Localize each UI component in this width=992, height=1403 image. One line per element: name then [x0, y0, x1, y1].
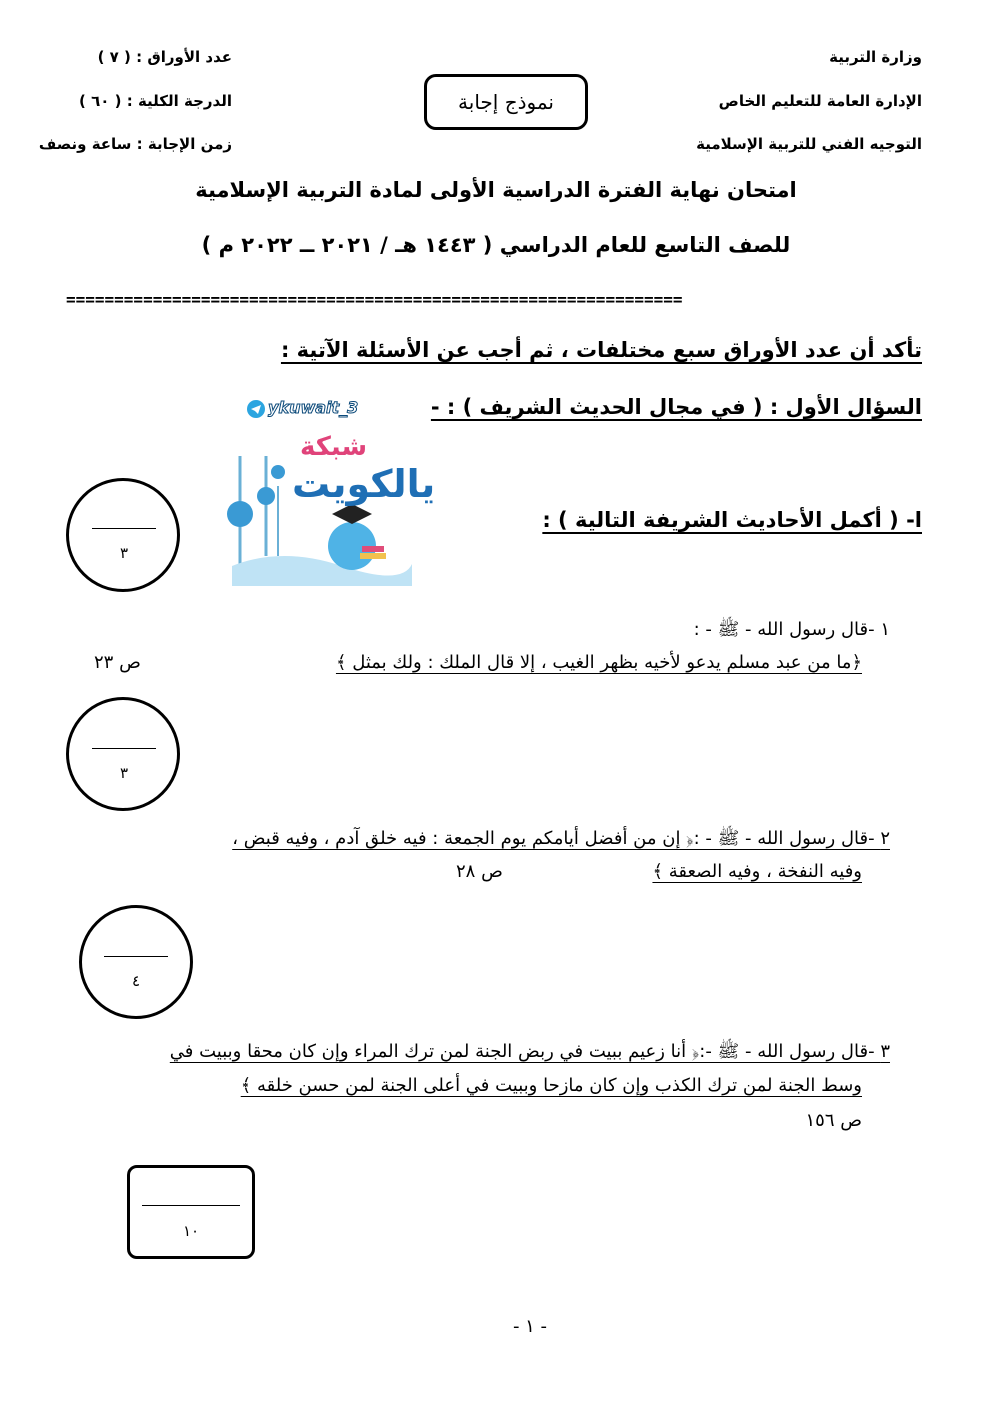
pages-count: عدد الأوراق : ( ٧ ) [97, 48, 232, 66]
score-circle-3-line [104, 956, 168, 957]
hadith-3-line-1: ٣ -قال رسول الله - ﷺ -:﴿ أنا زعيم ببيت في ربض الجنة لمن ترك المراء وإن كان محقا وببيت في [169, 1041, 890, 1062]
total-grade: الدرجة الكلية : ( ٦٠ ) [79, 92, 232, 110]
logo-brand-top: شبكة [300, 432, 368, 462]
page-number: - ١ - [512, 1316, 548, 1337]
score-circle-1 [66, 478, 180, 592]
score-circle-2-value: ٣ [119, 764, 129, 782]
score-circle-2-line [92, 748, 156, 749]
logo-handle: ykuwait_3 [268, 398, 359, 417]
instruction-text: تأكد أن عدد الأوراق سبع مختلفات ، ثم أجب عن الأسئلة الآتية : [280, 338, 922, 362]
hadith-1-intro: ١ -قال رسول الله - ﷺ - : [693, 619, 890, 640]
exam-title: امتحان نهاية الفترة الدراسية الأولى لمادة التربية الإسلامية [195, 178, 797, 202]
hadith-2-line-2: وفيه النفخة ، وفيه الصعقة ﴾ [652, 861, 862, 882]
model-answer-box [424, 74, 588, 130]
guidance-name: التوجيه الفني للتربية الإسلامية [696, 135, 922, 153]
site-logo [222, 396, 436, 592]
score-circle-2 [66, 697, 180, 811]
score-total-box [127, 1165, 255, 1259]
hadith-1-page-ref: ص ٢٣ [94, 652, 141, 673]
hadith-1-text: ﴿ما من عبد مسلم يدعو لأخيه بظهر الغيب ، إلا قال الملك : ولك بمثل ﴾ [335, 652, 862, 673]
model-answer-label: نموذج إجابة [458, 90, 554, 114]
separator-line: ================================================================ [66, 290, 683, 309]
answer-time: زمن الإجابة : ساعة ونصف [38, 135, 232, 153]
score-circle-1-line [92, 528, 156, 529]
hadith-3-page-ref: ص ١٥٦ [805, 1110, 862, 1131]
question-1a-title: ا- ( أكمل الأحاديث الشريفة التالية ) : [542, 508, 922, 532]
logo-brand-main: يالكويت [292, 462, 436, 506]
hadith-2-page-ref: ص ٢٨ [456, 861, 503, 882]
score-total-line [142, 1205, 240, 1206]
score-circle-3-value: ٤ [131, 972, 141, 990]
score-total-value: ١٠ [182, 1222, 200, 1240]
exam-subtitle: للصف التاسع للعام الدراسي ( ١٤٤٣ هـ / ٢٠٢١ ــ ٢٠٢٢ م ) [201, 233, 791, 257]
score-circle-1-value: ٣ [119, 544, 129, 562]
score-circle-3 [79, 905, 193, 1019]
department-name: الإدارة العامة للتعليم الخاص [718, 92, 922, 110]
question-1-title: السؤال الأول : ( في مجال الحديث الشريف ) : - [430, 395, 922, 419]
ministry-name: وزارة التربية [829, 48, 922, 66]
hadith-2-line-1: ٢ -قال رسول الله - ﷺ - :﴿ إن من أفضل أيامكم يوم الجمعة : فيه خلق آدم ، وفيه قبض ، [232, 828, 890, 849]
hadith-3-line-2: وسط الجنة لمن ترك الكذب وإن كان مازحا وببيت في أعلى الجنة لمن حسن خلقه ﴾ [240, 1075, 862, 1096]
